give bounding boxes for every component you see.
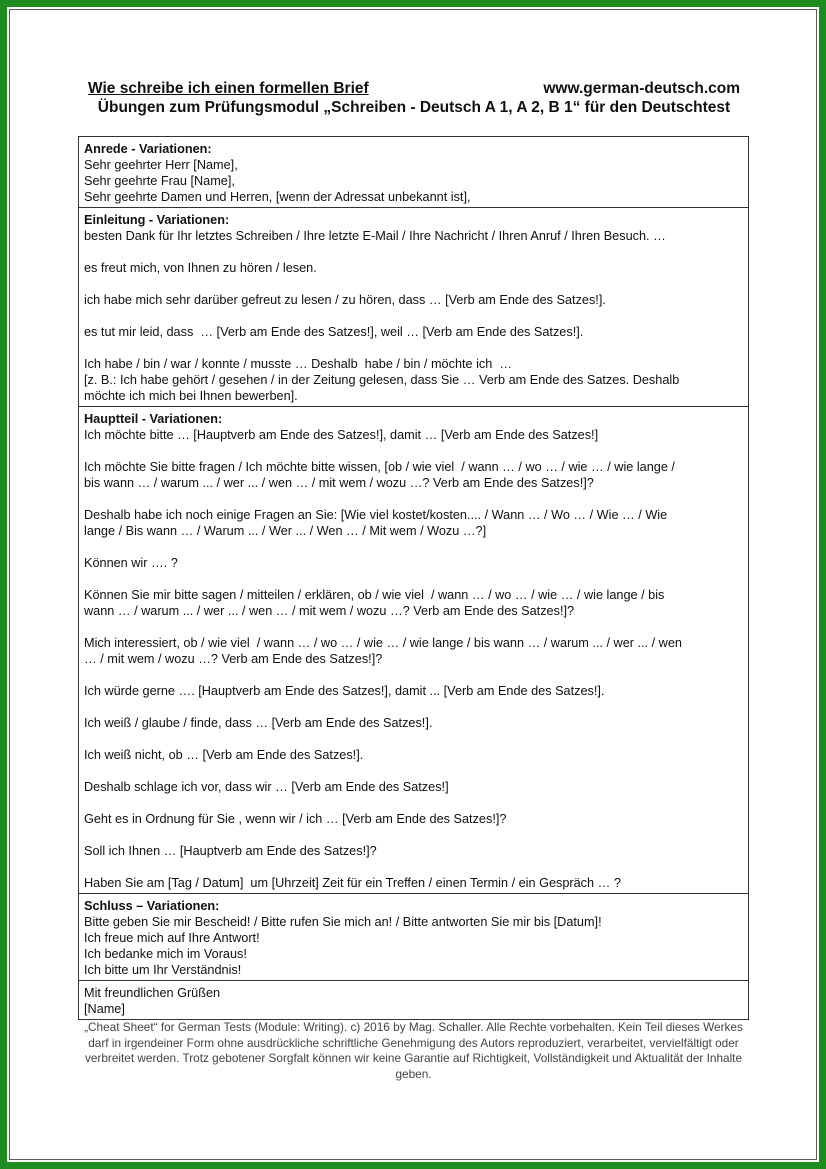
copyright-footer: „Cheat Sheet“ for German Tests (Module: Writing). c) 2016 by Mag. Schaller. Alle Rechte vorbehalten. Kein Teil dieses Werkes darf in irgendeiner Form ohne ausdrückliche schriftliche Genehmigung des Autors reproduziert, verarbeitet, vervielfältigt oder verbreitet werden. Trotz gebotener Sorgfalt können wir keine Garantie auf Richtigkeit, Vollständigkeit und Aktualität der Inhalte geben.	[84, 1020, 743, 1081]
phrase-line: Können Sie mir bitte sagen / mitteilen / erklären, ob / wie viel / wann … / wo … / wie … / wie lange / bis	[84, 588, 665, 602]
phrase-line: Können wir …. ?	[84, 556, 178, 570]
phrase-line: lange / Bis wann … / Warum ... / Wer ... / Wen … / Mit wem / Wozu …?]	[84, 524, 487, 538]
blank-line	[84, 276, 743, 292]
blank-line	[84, 571, 743, 587]
phrase-line: [Name]	[84, 1002, 125, 1016]
phrase-line: bis wann … / warum ... / wer ... / wen … / mit wem / wozu …? Verb am Ende des Satzes!]?	[84, 476, 594, 490]
blank-line	[84, 763, 743, 779]
phrase-line: Ich bedanke mich im Voraus!	[84, 947, 247, 961]
blank-line	[84, 308, 743, 324]
phrase-line: [z. B.: Ich habe gehört / gesehen / in der Zeitung gelesen, dass Sie … Verb am Ende des Satzes. Deshalb	[84, 373, 680, 387]
section-anrede	[79, 137, 748, 208]
blank-line	[84, 667, 743, 683]
blank-line	[84, 827, 743, 843]
section-heading: Anrede - Variationen:	[84, 142, 212, 156]
section-heading: Hauptteil - Variationen:	[84, 412, 223, 426]
phrase-line: Ich möchte Sie bitte fragen / Ich möchte bitte wissen, [ob / wie viel / wann … / wo … / wie … / wie lange /	[84, 460, 675, 474]
phrase-line: möchte ich mich bei Ihnen bewerben].	[84, 389, 298, 403]
phrase-line: Ich würde gerne …. [Hauptverb am Ende des Satzes!], damit ... [Verb am Ende des Satzes!].	[84, 684, 605, 698]
phrase-line: es tut mir leid, dass … [Verb am Ende des Satzes!], weil … [Verb am Ende des Satzes!].	[84, 325, 584, 339]
phrase-line: Sehr geehrte Frau [Name],	[84, 174, 235, 188]
blank-line	[84, 443, 743, 459]
phrase-line: Sehr geehrte Damen und Herren, [wenn der Adressat unbekannt ist],	[84, 190, 471, 204]
phrase-line: Soll ich Ihnen … [Hauptverb am Ende des Satzes!]?	[84, 844, 377, 858]
section-einleitung	[79, 208, 748, 407]
phrase-line: wann … / warum ... / wer ... / wen … / mit wem / wozu …? Verb am Ende des Satzes!]?	[84, 604, 575, 618]
phrase-line: Ich freue mich auf Ihre Antwort!	[84, 931, 260, 945]
blank-line	[84, 491, 743, 507]
blank-line	[84, 619, 743, 635]
blank-line	[84, 731, 743, 747]
phrase-line: ich habe mich sehr darüber gefreut zu lesen / zu hören, dass … [Verb am Ende des Satzes!].	[84, 293, 606, 307]
section-hauptteil	[79, 407, 748, 894]
blank-line	[84, 699, 743, 715]
phrase-line: Geht es in Ordnung für Sie , wenn wir / ich … [Verb am Ende des Satzes!]?	[84, 812, 507, 826]
phrase-line: Sehr geehrter Herr [Name],	[84, 158, 238, 172]
section-grussformel	[79, 981, 748, 1019]
phrase-line: Ich bitte um Ihr Verständnis!	[84, 963, 242, 977]
phrase-line: Haben Sie am [Tag / Datum] um [Uhrzeit] Zeit für ein Treffen / einen Termin / ein Gespräch … ?	[84, 876, 621, 890]
section-heading: Schluss – Variationen:	[84, 899, 220, 913]
phrase-line: Bitte geben Sie mir Bescheid! / Bitte rufen Sie mich an! / Bitte antworten Sie mir bis [Datum]!	[84, 915, 602, 929]
phrase-line: Ich weiß nicht, ob … [Verb am Ende des Satzes!].	[84, 748, 364, 762]
document-title: Wie schreibe ich einen formellen Brief	[88, 80, 369, 97]
blank-line	[84, 340, 743, 356]
website-url: www.german-deutsch.com	[543, 80, 740, 97]
section-schluss	[79, 894, 748, 981]
phrase-line: es freut mich, von Ihnen zu hören / lesen.	[84, 261, 317, 275]
phrase-table	[78, 136, 749, 1020]
section-heading: Einleitung - Variationen:	[84, 213, 230, 227]
blank-line	[84, 859, 743, 875]
phrase-line: Deshalb schlage ich vor, dass wir … [Verb am Ende des Satzes!]	[84, 780, 449, 794]
phrase-line: Ich habe / bin / war / konnte / musste … Deshalb habe / bin / möchte ich …	[84, 357, 513, 371]
phrase-line: Mit freundlichen Grüßen	[84, 986, 221, 1000]
blank-line	[84, 244, 743, 260]
document-subtitle: Übungen zum Prüfungsmodul „Schreiben - Deutsch A 1, A 2, B 1“ für den Deutschtest	[97, 99, 731, 116]
phrase-line: Mich interessiert, ob / wie viel / wann … / wo … / wie … / wie lange / bis wann … / warum ... / wer ... / wen	[84, 636, 682, 650]
phrase-line: … / mit wem / wozu …? Verb am Ende des Satzes!]?	[84, 652, 383, 666]
phrase-line: besten Dank für Ihr letztes Schreiben / Ihre letzte E-Mail / Ihre Nachricht / Ihren Anruf / Ihren Besuch. …	[84, 229, 666, 243]
phrase-line: Ich weiß / glaube / finde, dass … [Verb am Ende des Satzes!].	[84, 716, 433, 730]
blank-line	[84, 539, 743, 555]
blank-line	[84, 795, 743, 811]
phrase-line: Ich möchte bitte … [Hauptverb am Ende des Satzes!], damit … [Verb am Ende des Satzes!]	[84, 428, 599, 442]
phrase-line: Deshalb habe ich noch einige Fragen an Sie: [Wie viel kostet/kosten.... / Wann … / Wo … / Wie … / Wie	[84, 508, 668, 522]
document-header	[88, 79, 740, 98]
